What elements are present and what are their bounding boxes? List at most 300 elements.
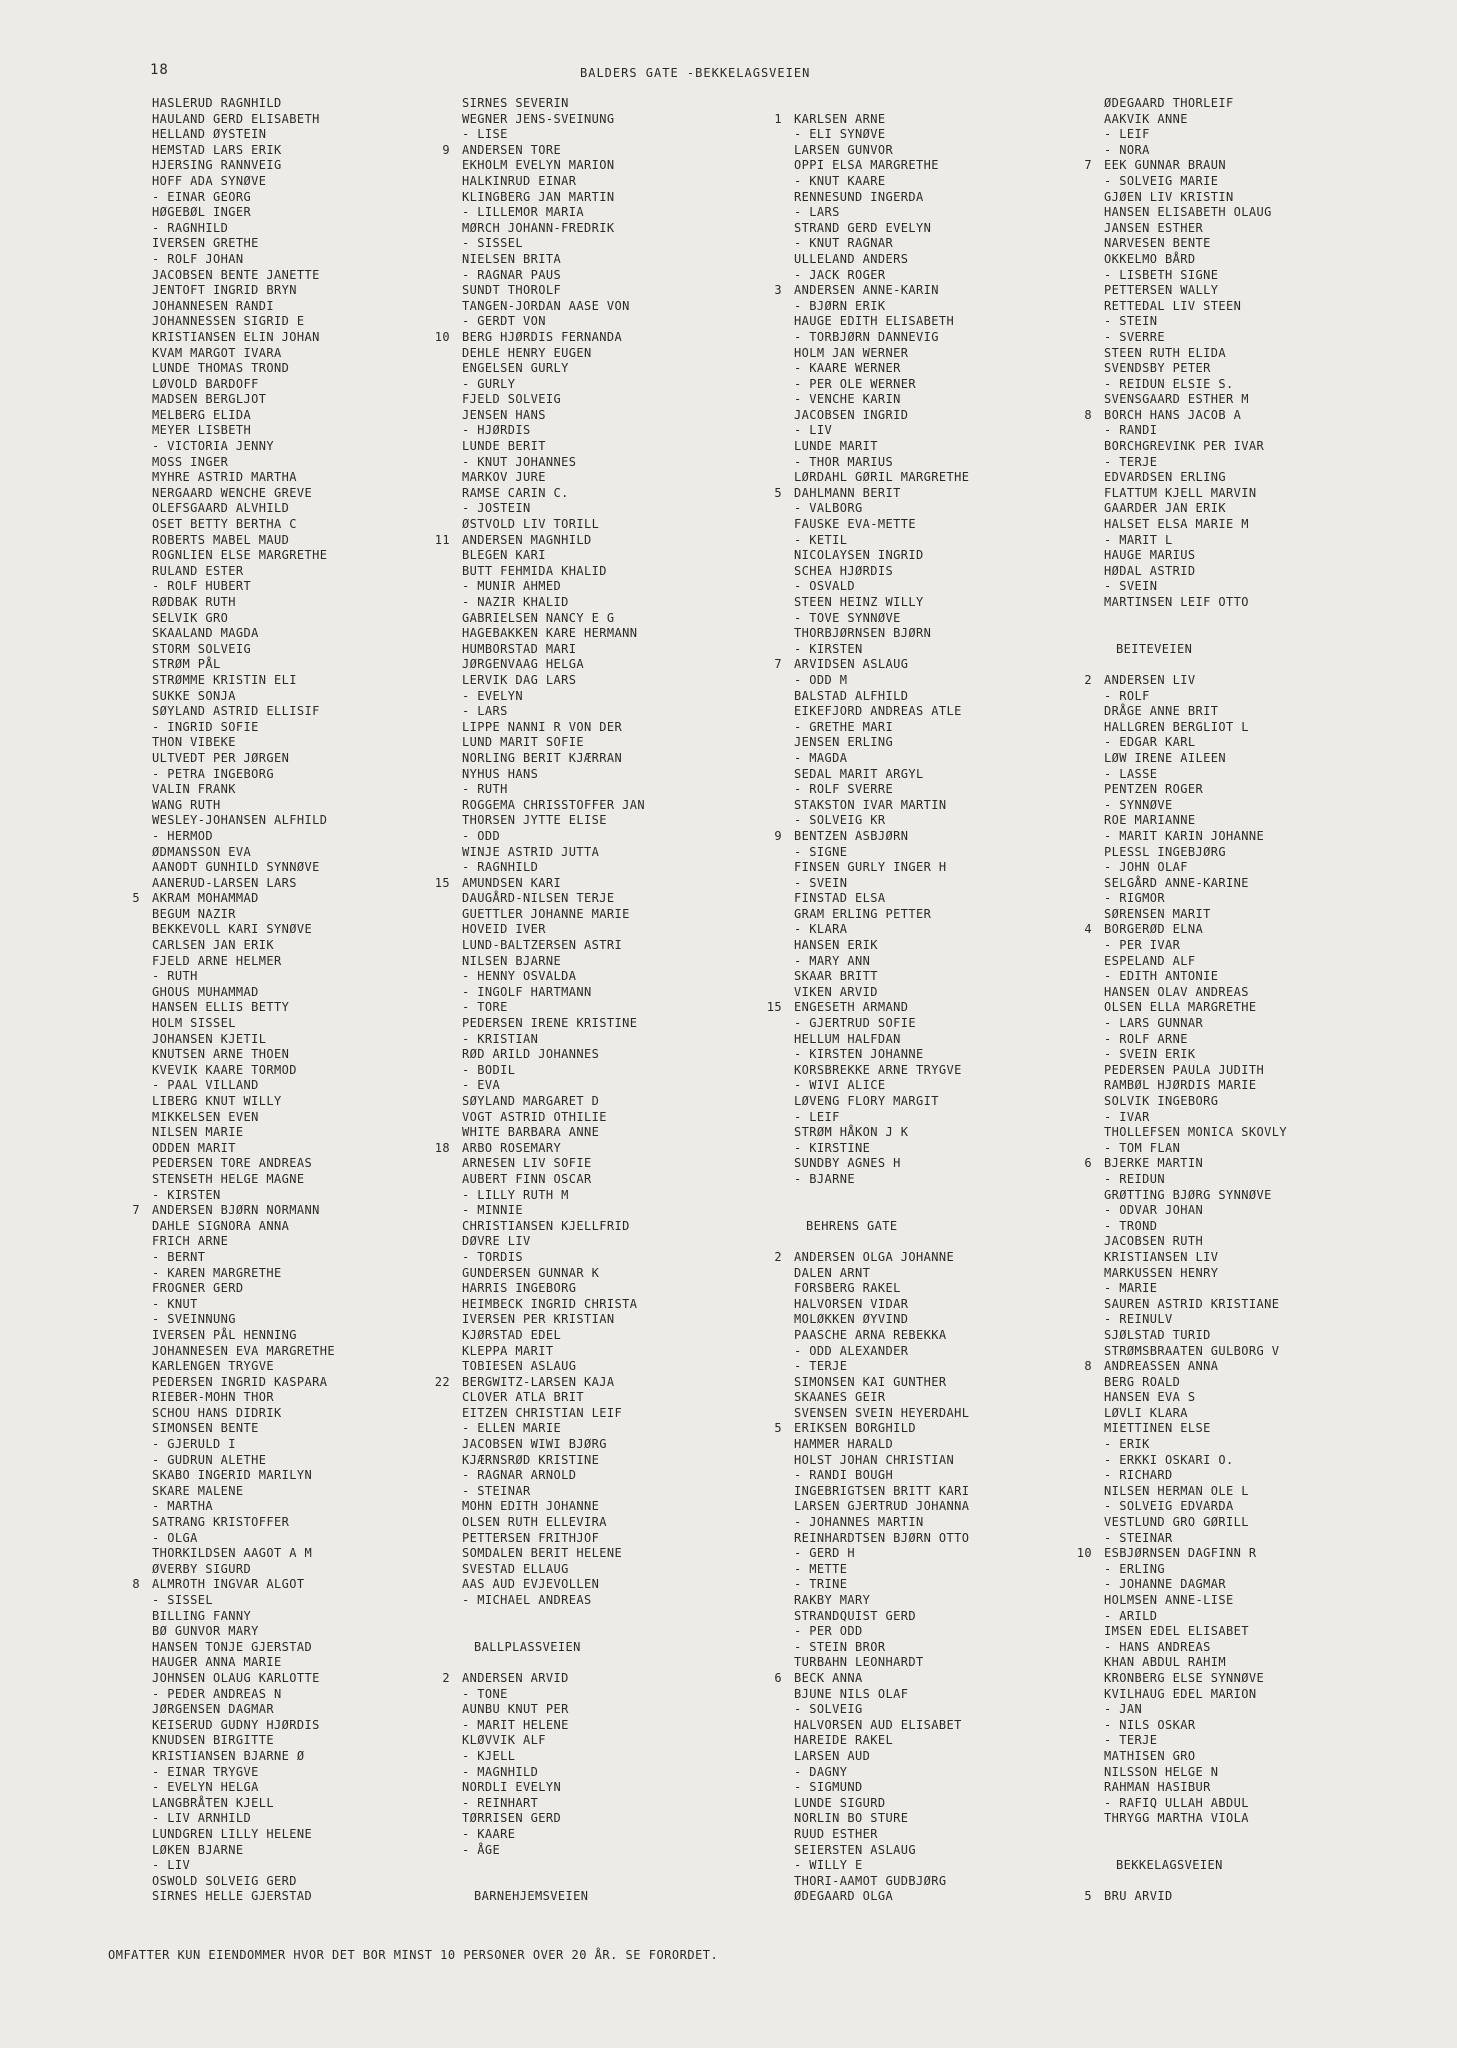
resident-name: SIRNES SEVERIN [462, 96, 569, 110]
resident-entry [110, 1609, 430, 1625]
resident-entry [110, 330, 430, 346]
page-title: BALDERS GATE -BEKKELAGSVEIEN [580, 66, 811, 80]
resident-name: - KNUT KAARE [794, 173, 886, 188]
resident-entry [110, 1406, 430, 1422]
resident-entry [110, 1172, 430, 1188]
resident-name: AAKVIK ANNE [1104, 111, 1188, 126]
resident-name: HJERSING RANNVEIG [152, 158, 282, 173]
resident-entry [752, 689, 1082, 705]
house-number: 6 [1084, 1156, 1092, 1171]
resident-entry [752, 1874, 1082, 1890]
resident-entry [1062, 907, 1402, 923]
resident-name: SKABO INGERID MARILYN [152, 1468, 313, 1483]
resident-name: - GERDT VON [462, 314, 546, 329]
resident-entry [1062, 330, 1402, 346]
resident-entry [1062, 1765, 1402, 1781]
resident-name: - JAN [1104, 1702, 1143, 1717]
house-number: 3 [774, 283, 782, 298]
resident-entry [752, 221, 1082, 237]
resident-entry [420, 1250, 750, 1266]
resident-entry [1062, 190, 1402, 206]
house-number: 5 [774, 1421, 782, 1436]
resident-name: STRØM PÅL [152, 657, 221, 672]
resident-name: BJUNE NILS OLAF [794, 1686, 909, 1701]
resident-entry [110, 579, 430, 595]
resident-name: - TRINE [794, 1577, 848, 1592]
resident-entry [110, 423, 430, 439]
resident-entry [420, 205, 750, 221]
resident-name: MELBERG ELIDA [152, 407, 252, 422]
resident-name: HANSEN ELISABETH OLAUG [1104, 205, 1272, 220]
resident-entry [110, 1733, 430, 1749]
resident-name: - LIV [794, 423, 833, 438]
resident-entry [420, 985, 750, 1001]
resident-name: - RAGNHILD [462, 860, 539, 875]
resident-name: MIKKELSEN EVEN [152, 1109, 259, 1124]
resident-name: HARRIS INGEBORG [462, 1281, 577, 1296]
resident-entry [1062, 392, 1402, 408]
resident-entry [1062, 533, 1402, 549]
resident-entry [420, 720, 750, 736]
house-number: 18 [434, 1140, 450, 1155]
resident-entry [420, 1234, 750, 1250]
resident-name: - WILLY E [794, 1858, 863, 1873]
resident-name: - LARS GUNNAR [1104, 1016, 1204, 1031]
resident-name: RUUD ESTHER [794, 1826, 878, 1841]
resident-entry [110, 1484, 430, 1500]
resident-entry [752, 969, 1082, 985]
resident-name: SEDAL MARIT ARGYL [794, 766, 924, 781]
resident-entry [110, 455, 430, 471]
resident-entry [420, 689, 750, 705]
resident-entry [752, 1796, 1082, 1812]
house-number: 9 [774, 828, 782, 843]
spacer [1062, 626, 1402, 642]
resident-name: NICOLAYSEN INGRID [794, 548, 924, 563]
resident-entry [752, 190, 1082, 206]
resident-entry [110, 236, 430, 252]
resident-entry [420, 1437, 750, 1453]
resident-name: - MUNIR AHMED [462, 579, 562, 594]
resident-entry [110, 1437, 430, 1453]
resident-entry [752, 127, 1082, 143]
resident-name: - GURLY [462, 376, 516, 391]
resident-name: JOHNSEN OLAUG KARLOTTE [152, 1670, 320, 1685]
resident-name: LØVENG FLORY MARGIT [794, 1094, 939, 1108]
house-number: 6 [774, 1670, 782, 1685]
resident-entry [420, 1749, 750, 1765]
resident-name: TØRRISEN GERD [462, 1811, 562, 1826]
resident-name: HOVEID IVER [462, 922, 546, 937]
resident-entry [1062, 767, 1402, 783]
resident-name: - SIGNE [794, 844, 848, 859]
resident-name: RENNESUND INGERDA [794, 189, 924, 204]
resident-name: - LILLEMOR MARIA [462, 205, 584, 220]
resident-name: - ODD M [794, 672, 848, 687]
resident-entry [1062, 751, 1402, 767]
resident-name: ARVIDSEN ASLAUG [794, 657, 909, 672]
resident-name: HØDAL ASTRID [1104, 563, 1196, 578]
resident-name: KORSBREKKE ARNE TRYGVE [794, 1062, 962, 1077]
resident-entry [420, 954, 750, 970]
resident-name: SATRANG KRISTOFFER [152, 1515, 290, 1530]
resident-name: - STEIN [1104, 314, 1158, 329]
resident-name: HOLST JOHAN CHRISTIAN [794, 1452, 955, 1467]
resident-entry [1062, 501, 1402, 517]
resident-name: GUETTLER JOHANNE MARIE [462, 906, 630, 921]
resident-name: - KIRSTEN [794, 641, 863, 656]
resident-name: BERG HJØRDIS FERNANDA [462, 329, 623, 344]
resident-entry [420, 1188, 750, 1204]
resident-entry [110, 268, 430, 284]
spacer [752, 1188, 1082, 1204]
resident-entry [420, 1125, 750, 1141]
resident-name: FJELD SOLVEIG [462, 392, 562, 407]
resident-entry [110, 845, 430, 861]
resident-name: - INGOLF HARTMANN [462, 984, 592, 999]
resident-entry [752, 564, 1082, 580]
house-number: 5 [132, 891, 140, 906]
resident-entry [420, 1577, 750, 1593]
resident-entry [420, 1359, 750, 1375]
resident-entry [420, 1843, 750, 1859]
resident-entry [110, 1796, 430, 1812]
resident-name: - VALBORG [794, 501, 863, 516]
resident-entry [752, 1593, 1082, 1609]
resident-entry [1062, 205, 1402, 221]
resident-name: - SOLVEIG [794, 1702, 863, 1717]
resident-name: BEKKEVOLL KARI SYNØVE [152, 922, 313, 937]
resident-entry [752, 1499, 1082, 1515]
resident-entry [752, 1281, 1082, 1297]
resident-entry [752, 1484, 1082, 1500]
resident-entry [1062, 1266, 1402, 1282]
resident-name: - GRETHE MARI [794, 719, 894, 734]
street-heading: BEHRENS GATE [806, 1218, 898, 1233]
resident-name: HEIMBECK INGRID CHRISTA [462, 1296, 638, 1311]
resident-entry [110, 860, 430, 876]
resident-entry [1062, 1297, 1402, 1313]
resident-name: - DAGNY [794, 1764, 848, 1779]
resident-name: GUNDERSEN GUNNAR K [462, 1265, 600, 1280]
resident-entry [420, 1811, 750, 1827]
resident-entry [110, 143, 430, 159]
resident-entry [110, 876, 430, 892]
resident-name: - SVERRE [1104, 329, 1165, 344]
resident-entry [752, 1702, 1082, 1718]
resident-entry [110, 377, 430, 393]
resident-entry [1062, 782, 1402, 798]
resident-name: NORLIN BO STURE [794, 1811, 909, 1826]
resident-name: FLATTUM KJELL MARVIN [1104, 485, 1257, 500]
house-number: 5 [1084, 1889, 1092, 1904]
resident-entry [752, 1359, 1082, 1375]
resident-entry [110, 1188, 430, 1204]
resident-name: MARKUSSEN HENRY [1104, 1265, 1219, 1280]
resident-entry [110, 1546, 430, 1562]
resident-name: - KIRSTEN JOHANNE [794, 1047, 924, 1062]
resident-name: OLSEN RUTH ELLEVIRA [462, 1515, 607, 1530]
resident-entry [420, 1156, 750, 1172]
resident-entry [420, 1780, 750, 1796]
resident-entry [1062, 1484, 1402, 1500]
resident-entry [752, 985, 1082, 1001]
resident-entry [420, 1562, 750, 1578]
resident-name: BORCH HANS JACOB A [1104, 407, 1242, 422]
resident-entry [110, 1375, 430, 1391]
resident-entry [752, 735, 1082, 751]
resident-entry [110, 922, 430, 938]
resident-name: SVENSGAARD ESTHER M [1104, 392, 1249, 407]
resident-name: PETTERSEN WALLY [1104, 283, 1219, 298]
resident-entry [752, 236, 1082, 252]
resident-name: RAHMAN HASIBUR [1104, 1780, 1211, 1795]
resident-name: - REINHART [462, 1795, 539, 1810]
resident-name: AANODT GUNHILD SYNNØVE [152, 860, 320, 875]
resident-entry [110, 751, 430, 767]
resident-entry [1062, 1047, 1402, 1063]
resident-entry [420, 1312, 750, 1328]
resident-entry [420, 1141, 750, 1157]
resident-entry [420, 735, 750, 751]
resident-name: HASLERUD RAGNHILD [152, 96, 282, 110]
resident-name: BJERKE MARTIN [1104, 1156, 1204, 1171]
resident-name: JOHANNESEN RANDI [152, 298, 274, 313]
resident-name: - JOHANNE DAGMAR [1104, 1577, 1226, 1592]
resident-name: THORSEN JYTTE ELISE [462, 813, 607, 828]
resident-name: HOLM SISSEL [152, 1016, 236, 1031]
resident-name: KARLSEN ARNE [794, 111, 886, 126]
resident-entry [420, 626, 750, 642]
resident-entry [752, 1640, 1082, 1656]
resident-name: - MARIT L [1104, 532, 1173, 547]
resident-name: LØW IRENE AILEEN [1104, 750, 1226, 765]
resident-name: MADSEN BERGLJOT [152, 392, 267, 407]
resident-name: - THOR MARIUS [794, 454, 894, 469]
resident-entry [420, 1468, 750, 1484]
resident-entry [420, 813, 750, 829]
resident-name: SKAANES GEIR [794, 1390, 886, 1405]
resident-name: THORI-AAMOT GUDBJØRG [794, 1873, 947, 1888]
resident-entry [1062, 1281, 1402, 1297]
resident-name: - LIV ARNHILD [152, 1811, 252, 1826]
resident-name: KLINGBERG JAN MARTIN [462, 189, 615, 204]
resident-entry [110, 314, 430, 330]
resident-entry [752, 423, 1082, 439]
resident-name: SIMONSEN BENTE [152, 1421, 259, 1436]
resident-entry [1062, 1780, 1402, 1796]
resident-entry [752, 252, 1082, 268]
resident-name: ROE MARIANNE [1104, 813, 1196, 828]
resident-name: - EVA [462, 1078, 501, 1093]
resident-entry [752, 1141, 1082, 1157]
resident-name: - HANS ANDREAS [1104, 1639, 1211, 1654]
resident-entry [752, 1765, 1082, 1781]
resident-name: - SOLVEIG MARIE [1104, 173, 1219, 188]
resident-entry [110, 1000, 430, 1016]
resident-entry [420, 299, 750, 315]
resident-name: RIEBER-MOHN THOR [152, 1390, 274, 1405]
resident-name: SOMDALEN BERIT HELENE [462, 1546, 623, 1561]
resident-entry [110, 1593, 430, 1609]
resident-name: JØRGENSEN DAGMAR [152, 1702, 274, 1717]
resident-name: SØRENSEN MARIT [1104, 906, 1211, 921]
resident-name: NIELSEN BRITA [462, 251, 562, 266]
column-2 [420, 96, 750, 1905]
resident-name: KJÆRNSRØD KRISTINE [462, 1452, 600, 1467]
resident-name: VIKEN ARVID [794, 984, 878, 999]
resident-entry [1062, 1702, 1402, 1718]
resident-entry [420, 1687, 750, 1703]
resident-entry [752, 1344, 1082, 1360]
resident-entry [110, 1499, 430, 1515]
resident-entry [420, 767, 750, 783]
resident-name: HAUGER ANNA MARIE [152, 1655, 282, 1670]
resident-entry [1062, 158, 1402, 174]
resident-entry [110, 486, 430, 502]
resident-name: - HJØRDIS [462, 423, 531, 438]
resident-entry [752, 1078, 1082, 1094]
resident-name: PENTZEN ROGER [1104, 782, 1204, 797]
resident-entry [1062, 1344, 1402, 1360]
resident-entry [110, 1047, 430, 1063]
resident-name: - MARIT KARIN JOHANNE [1104, 828, 1265, 843]
resident-name: - VICTORIA JENNY [152, 439, 274, 454]
resident-entry [110, 439, 430, 455]
resident-entry [752, 1655, 1082, 1671]
resident-entry [1062, 361, 1402, 377]
resident-entry [752, 1297, 1082, 1313]
resident-entry [420, 642, 750, 658]
resident-name: - SVEIN ERIK [1104, 1047, 1196, 1062]
house-number: 7 [774, 657, 782, 672]
resident-name: STENSETH HELGE MAGNE [152, 1171, 305, 1186]
resident-name: SUNDT THOROLF [462, 283, 562, 298]
resident-entry [752, 1453, 1082, 1469]
resident-name: ANDERSEN MAGNHILD [462, 532, 592, 547]
resident-entry [420, 1593, 750, 1609]
resident-name: IVERSEN PER KRISTIAN [462, 1312, 615, 1327]
resident-name: LIBERG KNUT WILLY [152, 1094, 282, 1108]
resident-name: ØVERBY SIGURD [152, 1561, 252, 1576]
resident-entry [752, 1406, 1082, 1422]
resident-name: VESTLUND GRO GØRILL [1104, 1515, 1249, 1530]
resident-name: - LILLY RUTH M [462, 1187, 569, 1202]
resident-name: EKHOLM EVELYN MARION [462, 158, 615, 173]
resident-entry [752, 829, 1082, 845]
resident-entry [110, 1359, 430, 1375]
resident-entry [752, 1125, 1082, 1141]
resident-name: - TROND [1104, 1218, 1158, 1233]
resident-entry [420, 922, 750, 938]
resident-entry [420, 143, 750, 159]
resident-entry [752, 1063, 1082, 1079]
resident-entry [752, 595, 1082, 611]
resident-entry [110, 1063, 430, 1079]
resident-entry [1062, 1796, 1402, 1812]
house-number: 1 [774, 111, 782, 126]
resident-entry [420, 1219, 750, 1235]
resident-name: - KNUT JOHANNES [462, 454, 577, 469]
resident-name: - TORE [462, 1000, 508, 1015]
resident-name: BALSTAD ALFHILD [794, 688, 909, 703]
house-number: 10 [1076, 1546, 1092, 1561]
house-number: 4 [1084, 922, 1092, 937]
resident-entry [420, 1406, 750, 1422]
resident-entry [420, 112, 750, 128]
resident-name: HOLMSEN ANNE-LISE [1104, 1593, 1234, 1607]
resident-entry [110, 798, 430, 814]
resident-name: ENGESETH ARMAND [794, 1000, 909, 1015]
resident-entry [420, 330, 750, 346]
resident-name: WANG RUTH [152, 797, 221, 812]
resident-name: - TERJE [1104, 454, 1158, 469]
house-number: 15 [766, 1000, 782, 1015]
resident-name: NYHUS HANS [462, 766, 539, 781]
resident-entry [1062, 1234, 1402, 1250]
resident-name: STRØM HÅKON J K [794, 1125, 909, 1140]
resident-entry [752, 346, 1082, 362]
resident-name: - HENNY OSVALDA [462, 969, 577, 984]
resident-name: BEGUM NAZIR [152, 906, 236, 921]
resident-name: - EVELYN HELGA [152, 1780, 259, 1795]
resident-name: OKKELMO BÅRD [1104, 251, 1196, 266]
resident-name: - RANDI [1104, 423, 1158, 438]
resident-name: - KAREN MARGRETHE [152, 1265, 282, 1280]
resident-entry [1062, 221, 1402, 237]
resident-entry [420, 1078, 750, 1094]
resident-entry [420, 1671, 750, 1687]
resident-entry [1062, 1437, 1402, 1453]
resident-entry [1062, 969, 1402, 985]
resident-name: - METTE [794, 1561, 848, 1576]
resident-entry [110, 564, 430, 580]
resident-entry [752, 1562, 1082, 1578]
resident-name: - INGRID SOFIE [152, 719, 259, 734]
resident-name: LIPPE NANNI R VON DER [462, 719, 623, 734]
resident-name: - EINAR GEORG [152, 189, 252, 204]
resident-entry [752, 1110, 1082, 1126]
resident-entry [420, 907, 750, 923]
resident-name: DRÅGE ANNE BRIT [1104, 704, 1219, 719]
resident-entry [420, 1281, 750, 1297]
resident-name: TURBAHN LEONHARDT [794, 1655, 924, 1670]
resident-name: - SOLVEIG EDVARDA [1104, 1499, 1234, 1514]
resident-name: ANDERSEN ARVID [462, 1670, 569, 1685]
resident-entry [110, 361, 430, 377]
resident-entry [420, 346, 750, 362]
resident-entry [110, 1655, 430, 1671]
resident-entry [1062, 455, 1402, 471]
resident-name: MARKOV JURE [462, 470, 546, 485]
resident-name: - PER OLE WERNER [794, 376, 916, 391]
resident-entry [752, 533, 1082, 549]
resident-entry [1062, 1000, 1402, 1016]
spacer [420, 1609, 750, 1625]
spacer [752, 1234, 1082, 1250]
resident-name: - OLGA [152, 1530, 198, 1545]
resident-entry [1062, 1468, 1402, 1484]
resident-name: PEDERSEN IRENE KRISTINE [462, 1016, 638, 1031]
resident-entry [752, 283, 1082, 299]
resident-entry [752, 143, 1082, 159]
resident-name: - SVEIN [1104, 579, 1158, 594]
resident-entry [1062, 1375, 1402, 1391]
resident-entry [752, 455, 1082, 471]
resident-entry [1062, 938, 1402, 954]
resident-name: HOLM JAN WERNER [794, 345, 909, 360]
resident-entry [752, 1671, 1082, 1687]
